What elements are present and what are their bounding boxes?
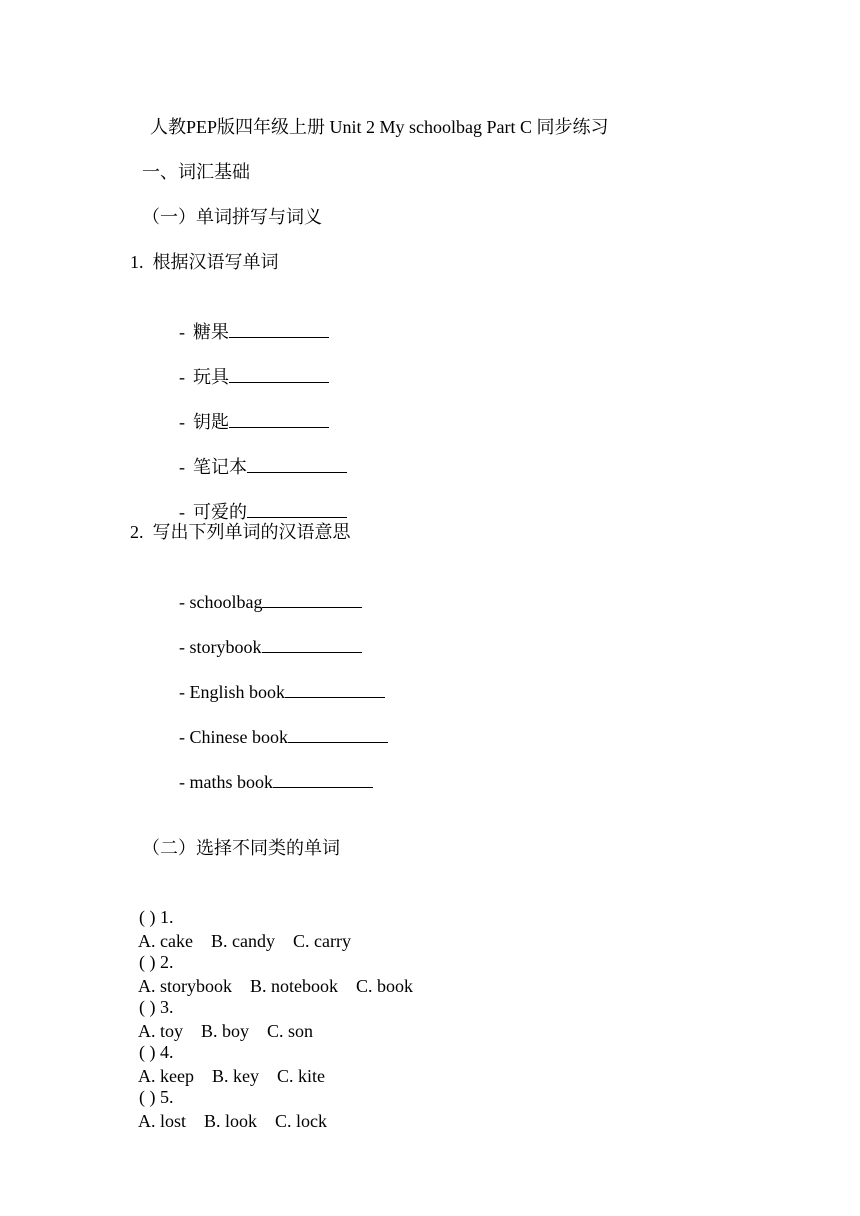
- item-text: Chinese book: [189, 727, 288, 747]
- dash-marker: -: [179, 592, 190, 612]
- option-b[interactable]: B. candy: [210, 931, 275, 951]
- option-c[interactable]: C. son: [267, 1021, 314, 1041]
- list-item: [170, 340, 329, 387]
- section-heading-vocabulary: 一、词汇基础: [142, 162, 250, 182]
- option-c[interactable]: C. carry: [292, 931, 351, 951]
- list-item: [170, 385, 329, 432]
- answer-blank[interactable]: [247, 454, 347, 473]
- answer-blank[interactable]: [273, 769, 373, 788]
- list-item: [170, 700, 388, 747]
- question-number: ( ) 5.: [139, 1087, 174, 1107]
- answer-blank[interactable]: [229, 319, 329, 338]
- option-a[interactable]: A. keep: [138, 1066, 194, 1086]
- item-text: 玩具: [193, 367, 229, 387]
- answer-blank[interactable]: [247, 499, 347, 518]
- option-b[interactable]: B. key: [212, 1066, 259, 1086]
- question-1-label: 1. 根据汉语写单词: [130, 252, 279, 272]
- dash-marker: -: [179, 502, 185, 522]
- answer-blank[interactable]: [262, 589, 362, 608]
- page-title: 人教PEP版四年级上册 Unit 2 My schoolbag Part C 同步练习: [150, 117, 609, 137]
- answer-blank[interactable]: [262, 634, 362, 653]
- choice-question: [130, 881, 351, 951]
- item-text: English book: [189, 682, 286, 702]
- question-2-label: 2. 写出下列单词的汉语意思: [130, 522, 351, 542]
- option-b[interactable]: B. notebook: [250, 976, 339, 996]
- list-item: [170, 430, 347, 477]
- item-text: 糖果: [193, 322, 229, 342]
- question-number: ( ) 2.: [139, 952, 174, 972]
- answer-blank[interactable]: [285, 679, 385, 698]
- option-a[interactable]: A. lost: [138, 1111, 187, 1131]
- dash-marker: -: [179, 412, 185, 432]
- option-b[interactable]: B. look: [204, 1111, 258, 1131]
- dash-marker: -: [179, 637, 190, 657]
- subsection-heading-odd-one-out: （二）选择不同类的单词: [142, 838, 340, 858]
- dash-marker: -: [179, 772, 190, 792]
- list-item: [170, 655, 385, 702]
- item-text: maths book: [189, 772, 273, 792]
- item-text: storybook: [189, 637, 262, 657]
- list-item: [170, 565, 362, 612]
- option-a[interactable]: A. cake: [138, 931, 193, 951]
- option-c[interactable]: C. kite: [277, 1066, 325, 1086]
- option-b[interactable]: B. boy: [201, 1021, 250, 1041]
- option-c[interactable]: C. book: [356, 976, 414, 996]
- question-number: ( ) 3.: [139, 997, 174, 1017]
- choice-question: [130, 971, 314, 1041]
- question-number: ( ) 1.: [139, 907, 174, 927]
- item-text: schoolbag: [189, 592, 263, 612]
- option-a[interactable]: A. toy: [138, 1021, 184, 1041]
- item-text: 笔记本: [193, 457, 247, 477]
- subsection-heading-spelling: （一）单词拼写与词义: [142, 207, 322, 227]
- item-text: 可爱的: [193, 502, 247, 522]
- item-text: 钥匙: [193, 412, 229, 432]
- choice-question: [130, 926, 414, 996]
- option-a[interactable]: A. storybook: [138, 976, 233, 996]
- list-item: [170, 610, 362, 657]
- choice-question: [130, 1061, 328, 1131]
- dash-marker: -: [179, 727, 190, 747]
- dash-marker: -: [179, 322, 185, 342]
- list-item: [170, 745, 373, 792]
- answer-blank[interactable]: [288, 724, 388, 743]
- dash-marker: -: [179, 367, 185, 387]
- list-item: [170, 295, 329, 342]
- question-number: ( ) 4.: [139, 1042, 174, 1062]
- option-c[interactable]: C. lock: [275, 1111, 328, 1131]
- answer-blank[interactable]: [229, 409, 329, 428]
- dash-marker: -: [179, 682, 190, 702]
- dash-marker: -: [179, 457, 185, 477]
- choice-question: [130, 1016, 325, 1086]
- list-item: [170, 475, 347, 522]
- answer-blank[interactable]: [229, 364, 329, 383]
